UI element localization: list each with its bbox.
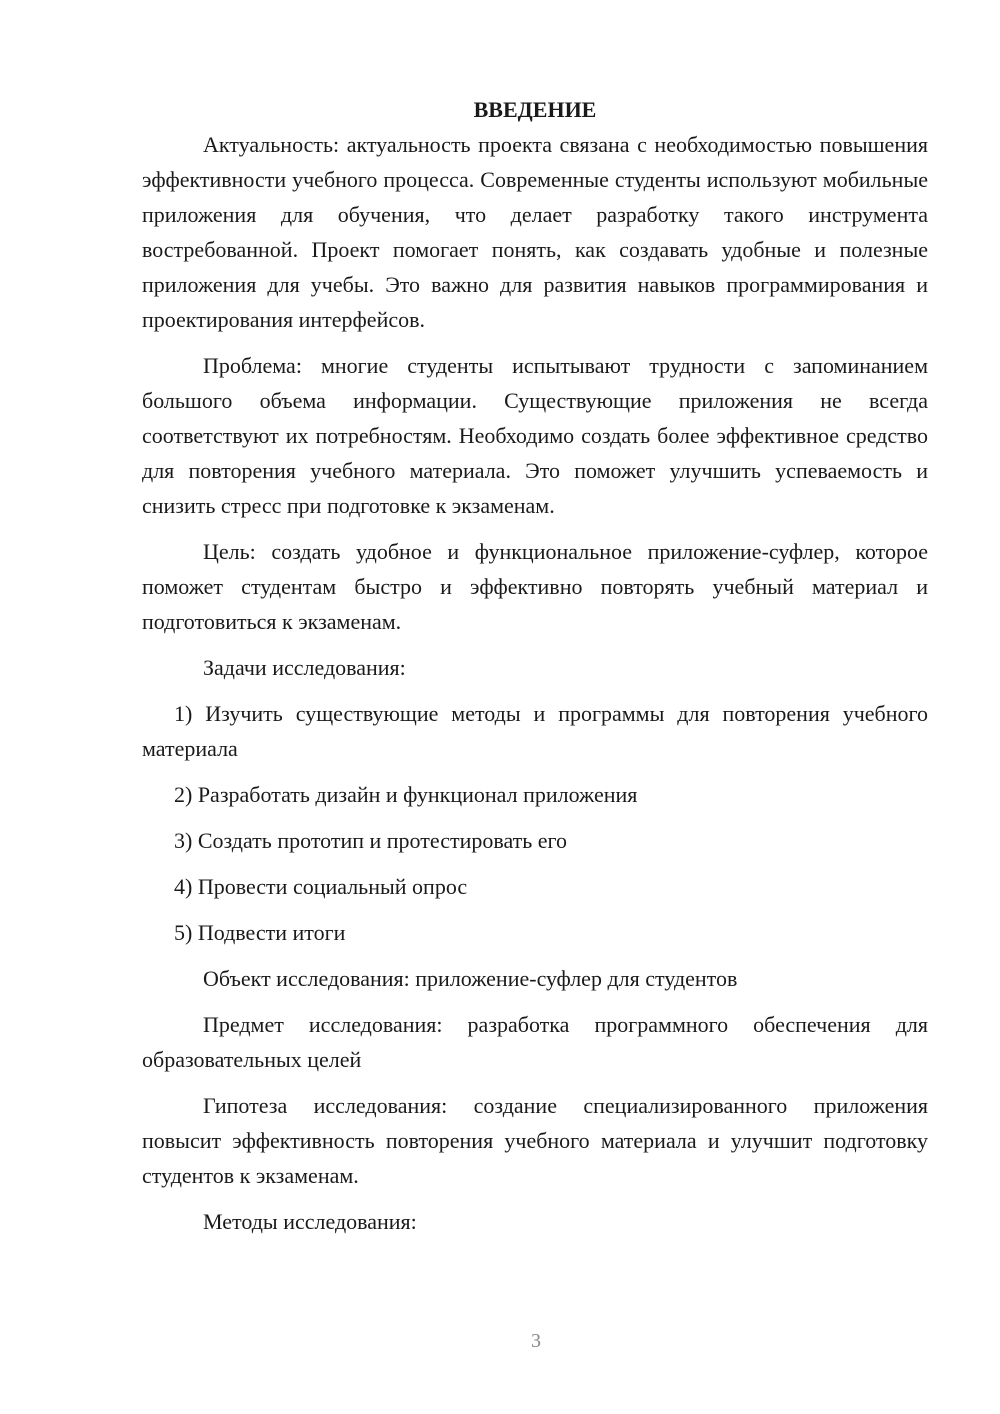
- paragraph-problem: Проблема: многие студенты испытывают трудности с запоминанием большого объема информации. Существующие приложения не всегда соответствуют их потребностям. Необходимо создать более эффективное средство для повторения учебного материала. Это поможет улучшить успеваемость и снизить стресс при подготовке к экзаменам.: [142, 353, 928, 518]
- tasks-heading: Задачи исследования:: [203, 655, 406, 680]
- task-item-1: 1) Изучить существующие методы и программы для повторения учебного материала: [142, 701, 928, 761]
- task-item-2: 2) Разработать дизайн и функционал приложения: [174, 782, 638, 807]
- task-item-4: 4) Провести социальный опрос: [174, 874, 468, 899]
- paragraph-subject: Предмет исследования: разработка программного обеспечения для образовательных целей: [142, 1012, 928, 1072]
- methods-heading: Методы исследования:: [203, 1209, 417, 1234]
- paragraph-hypothesis: Гипотеза исследования: создание специализированного приложения повысит эффективность повторения учебного материала и улучшит подготовку студентов к экзаменам.: [142, 1093, 928, 1188]
- page-number: 3: [531, 1330, 541, 1352]
- section-title: ВВЕДЕНИЕ: [473, 97, 597, 122]
- paragraph-object: Объект исследования: приложение-суфлер для студентов: [203, 966, 738, 991]
- paragraph-goal: Цель: создать удобное и функциональное приложение-суфлер, которое поможет студентам быстро и эффективно повторять учебный материал и подготовиться к экзаменам.: [142, 539, 928, 634]
- task-item-5: 5) Подвести итоги: [174, 920, 346, 945]
- task-item-3: 3) Создать прототип и протестировать его: [174, 828, 568, 853]
- document-page: [142, 92, 928, 1250]
- paragraph-relevance: Актуальность: актуальность проекта связана с необходимостью повышения эффективности учебного процесса. Современные студенты используют мобильные приложения для обучения, что делает разработку такого инструмента востребованной. Проект помогает понять, как создавать удобные и полезные приложения для учебы. Это важно для развития навыков программирования и проектирования интерфейсов.: [142, 132, 928, 332]
